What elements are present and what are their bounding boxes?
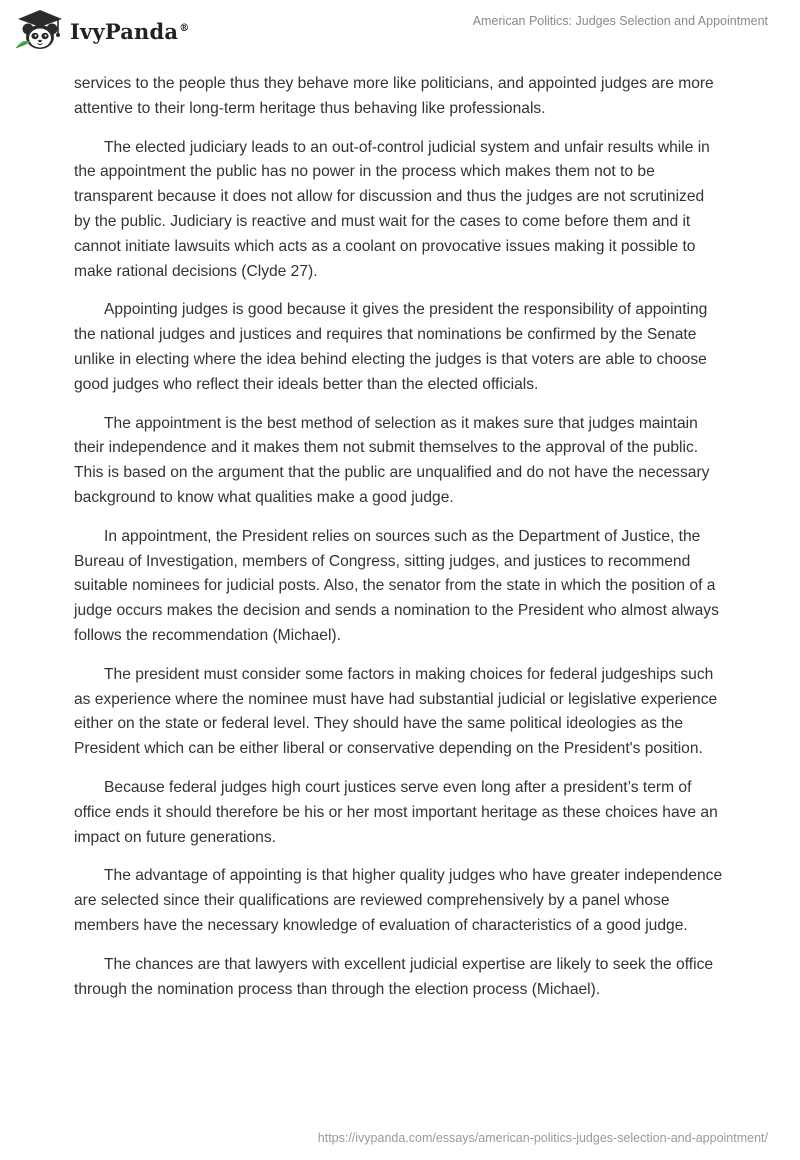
- document-title: American Politics: Judges Selection and Appointment: [472, 14, 768, 28]
- ivypanda-logo[interactable]: [14, 8, 189, 52]
- panda-graduation-cap-icon: [14, 8, 66, 52]
- essay-paragraph: services to the people thus they behave more like politicians, and appointed judges are more attentive to their long-term heritage thus behaving like professionals.: [74, 75, 714, 117]
- essay-paragraph: The advantage of appointing is that higher quality judges who have greater independence are selected since their qualifications are reviewed comprehensively by a panel whose members have the necessary knowledge of evaluation of characteristics of a good judge.: [74, 867, 723, 934]
- registered-mark: ®: [179, 22, 190, 34]
- essay-paragraph: In appointment, the President relies on sources such as the Department of Justice, the Bureau of Investigation, members of Congress, sitting judges, and justices to recommend suitable nominees for judicial posts. Also, the senator from the state in which the position of a judge occurs makes the decision and sends a nomination to the President who almost always follows the recommendation (Michael).: [74, 527, 719, 644]
- essay-paragraph: The president must consider some factors in making choices for federal judgeships such as experience where the nominee must have had substantial judicial or legislative experience either on the state or federal level. They should have the same political ideologies as the President which can be either liberal or conservative depending on the President's position.: [74, 665, 718, 758]
- essay-body: [74, 72, 724, 1016]
- page-header: [0, 0, 800, 64]
- logo-wordmark: IvyPanda®: [70, 18, 190, 44]
- essay-paragraph: The elected judiciary leads to an out-of-control judicial system and unfair results while in the appointment the public has no power in the process which makes them not to be transparent because it does not allow for discussion and thus the judges are not scrutinized by the public. Judiciary is reactive and must wait for the cases to come before them and it cannot initiate lawsuits which acts as a coolant on provocative issues making it possible to make rational decisions (Clyde 27).: [74, 138, 710, 280]
- essay-paragraph: Because federal judges high court justices serve even long after a president’s term of office ends it should therefore be his or her most important heritage as these choices have an impact on future generations.: [74, 778, 718, 846]
- essay-paragraph: Appointing judges is good because it gives the president the responsibility of appointing the national judges and justices and requires that nominations be confirmed by the Senate unlike in electing where the idea behind electing the judges is that voters are able to choose good judges who reflect their ideals better than the elected officials.: [74, 301, 708, 393]
- essay-paragraph: The appointment is the best method of selection as it makes sure that judges maintain their independence and it makes them not submit themselves to the approval of the public. This is based on the argument that the public are unqualified and do not have the necessary background to know what qualities make a good judge.: [74, 414, 710, 506]
- source-url[interactable]: https://ivypanda.com/essays/american-politics-judges-selection-and-appointment/: [317, 1131, 768, 1145]
- essay-paragraph: The chances are that lawyers with excellent judicial expertise are likely to seek the office through the nomination process than through the election process (Michael).: [74, 955, 714, 998]
